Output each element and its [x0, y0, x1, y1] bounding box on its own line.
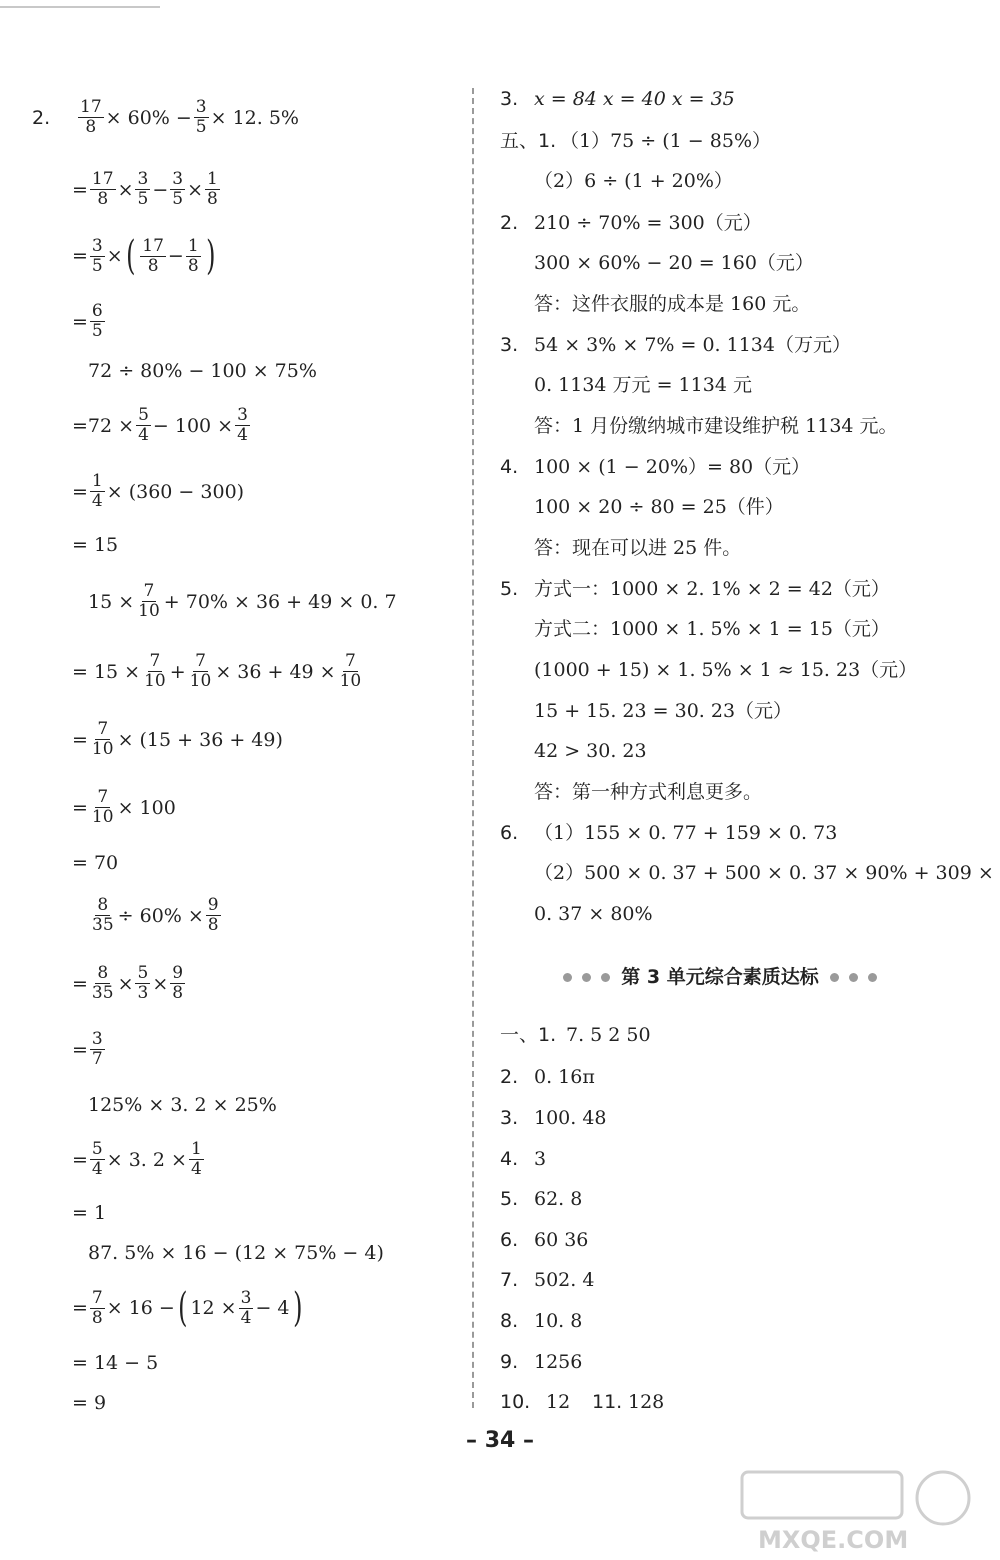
left-f-line1: 87. 5% × 16 − (12 × 75% − 4) — [88, 1242, 384, 1264]
answer-2: 2. 0. 16π — [500, 1066, 595, 1088]
answer-9: 9. 1256 — [500, 1351, 583, 1373]
left-d-line3: = $\frac{3}{7}$ — [72, 1029, 103, 1069]
right-q3b-answer: 答：1 月份缴纳城市建设维护税 1134 元。 — [534, 415, 898, 437]
left-c-line1: 15 × $\frac{7}{10}$ + 70% × 36 + 49 × 0. 7 — [88, 581, 397, 621]
page-number: – 34 – — [466, 1428, 534, 1453]
left-q2-line3: = $\frac{3}{5}$ × ( $\frac{17}{8}$ − $\frac{1}{8}$ ) — [72, 233, 216, 279]
top-rule — [0, 6, 160, 8]
left-b-line2: =72 × $\frac{5}{4}$ − 100 × $\frac{3}{4}$ — [72, 405, 248, 445]
left-f-line2: = $\frac{7}{8}$ × 16 − ( 12 × $\frac{3}{4}$ − 4 ) — [72, 1285, 302, 1331]
left-q2-line4: = $\frac{6}{5}$ — [72, 301, 103, 341]
right-q4-line2: 100 × 20 ÷ 80 = 25（件） — [534, 496, 784, 518]
left-d-line1: $\frac{8}{35}$ ÷ 60% × $\frac{9}{8}$ — [92, 895, 219, 935]
right-q2-line2: 300 × 60% − 20 = 160（元） — [534, 252, 814, 274]
left-c-line3: = $\frac{7}{10}$ × (15 + 36 + 49) — [72, 719, 283, 759]
watermark-logo — [738, 1468, 988, 1554]
fraction: $\frac{3}{5}$ — [195, 97, 207, 137]
left-b-line1: 72 ÷ 80% − 100 × 75% — [88, 360, 317, 382]
left-c-line4: = $\frac{7}{10}$ × 100 — [72, 787, 176, 827]
right-q3b: 3. 54 × 3% × 7% = 0. 1134（万元） — [500, 334, 851, 356]
right-q6-line3: 0. 37 × 80% — [534, 903, 653, 925]
watermark-text: MXQE.COM — [758, 1526, 909, 1554]
left-f-line3: = 14 − 5 — [72, 1352, 159, 1374]
answer-7: 7. 502. 4 — [500, 1269, 595, 1291]
left-b-line4: = 15 — [72, 534, 119, 556]
right-q4: 4. 100 × (1 − 20%）= 80（元） — [500, 456, 811, 478]
answer-1: 一、1. 7. 5 2 50 — [500, 1024, 651, 1046]
right-q5-line5: 42 > 30. 23 — [534, 740, 647, 762]
right-q6-line2: （2）500 × 0. 37 + 500 × 0. 37 × 90% + 309 × — [534, 862, 994, 884]
right-five-q1: 五、1. （1）75 ÷ (1 − 85%） — [500, 130, 771, 152]
left-f-line4: = 9 — [72, 1392, 107, 1414]
left-q2-line1: 2. $\frac{17}{8}$ × 60% − $\frac{3}{5}$ × 12. 5% — [32, 97, 299, 137]
right-q5-line3: (1000 + 15) × 1. 5% × 1 ≈ 15. 23（元） — [534, 659, 918, 681]
answer-8: 8. 10. 8 — [500, 1310, 583, 1332]
answer-3: 3. 100. 48 — [500, 1107, 607, 1129]
answer-5: 5. 62. 8 — [500, 1188, 583, 1210]
right-q2-answer: 答：这件衣服的成本是 160 元。 — [534, 293, 811, 315]
right-five-q1-2: （2）6 ÷ (1 + 20%） — [534, 170, 733, 192]
left-b-line3: = $\frac{1}{4}$ × (360 − 300) — [72, 471, 245, 511]
left-q2-line2: = $\frac{17}{8}$ × $\frac{3}{5}$ − $\frac{3}{5}$ × $\frac{1}{8}$ — [72, 169, 218, 209]
right-q5: 5. 方式一：1000 × 2. 1% × 2 = 42（元） — [500, 578, 890, 600]
right-q2: 2. 210 ÷ 70% = 300（元） — [500, 212, 762, 234]
left-e-line2: = $\frac{5}{4}$ × 3. 2 × $\frac{1}{4}$ — [72, 1139, 202, 1179]
left-c-line5: = 70 — [72, 852, 119, 874]
right-q5-line2: 方式二：1000 × 1. 5% × 1 = 15（元） — [534, 618, 890, 640]
section-title: 第 3 单元综合素质达标 — [540, 962, 900, 989]
answer-6: 6. 60 36 — [500, 1229, 589, 1251]
right-q5-answer: 答：第一种方式利息更多。 — [534, 781, 763, 803]
left-e-line1: 125% × 3. 2 × 25% — [88, 1094, 277, 1116]
right-q4-answer: 答：现在可以进 25 件。 — [534, 537, 742, 559]
fraction: $\frac{17}{8}$ — [80, 97, 102, 137]
left-c-line2: = 15 × $\frac{7}{10}$ + $\frac{7}{10}$ × 36 + 49 × $\frac{7}{10}$ — [72, 651, 362, 691]
left-e-line3: = 1 — [72, 1202, 107, 1224]
question-number: 2. — [32, 106, 51, 129]
right-q3b-line2: 0. 1134 万元 = 1134 元 — [534, 374, 752, 396]
right-q3: 3. x = 84 x = 40 x = 35 — [500, 88, 735, 110]
right-q6: 6. （1）155 × 0. 77 + 159 × 0. 73 — [500, 822, 838, 844]
column-divider — [472, 88, 474, 1408]
answer-4: 4. 3 — [500, 1148, 547, 1170]
right-q5-line4: 15 + 15. 23 = 30. 23（元） — [534, 700, 793, 722]
answer-10-11: 10. 12 11. 128 — [500, 1391, 665, 1413]
left-d-line2: = $\frac{8}{35}$ × $\frac{5}{3}$ × $\frac{9}{8}$ — [72, 963, 184, 1003]
